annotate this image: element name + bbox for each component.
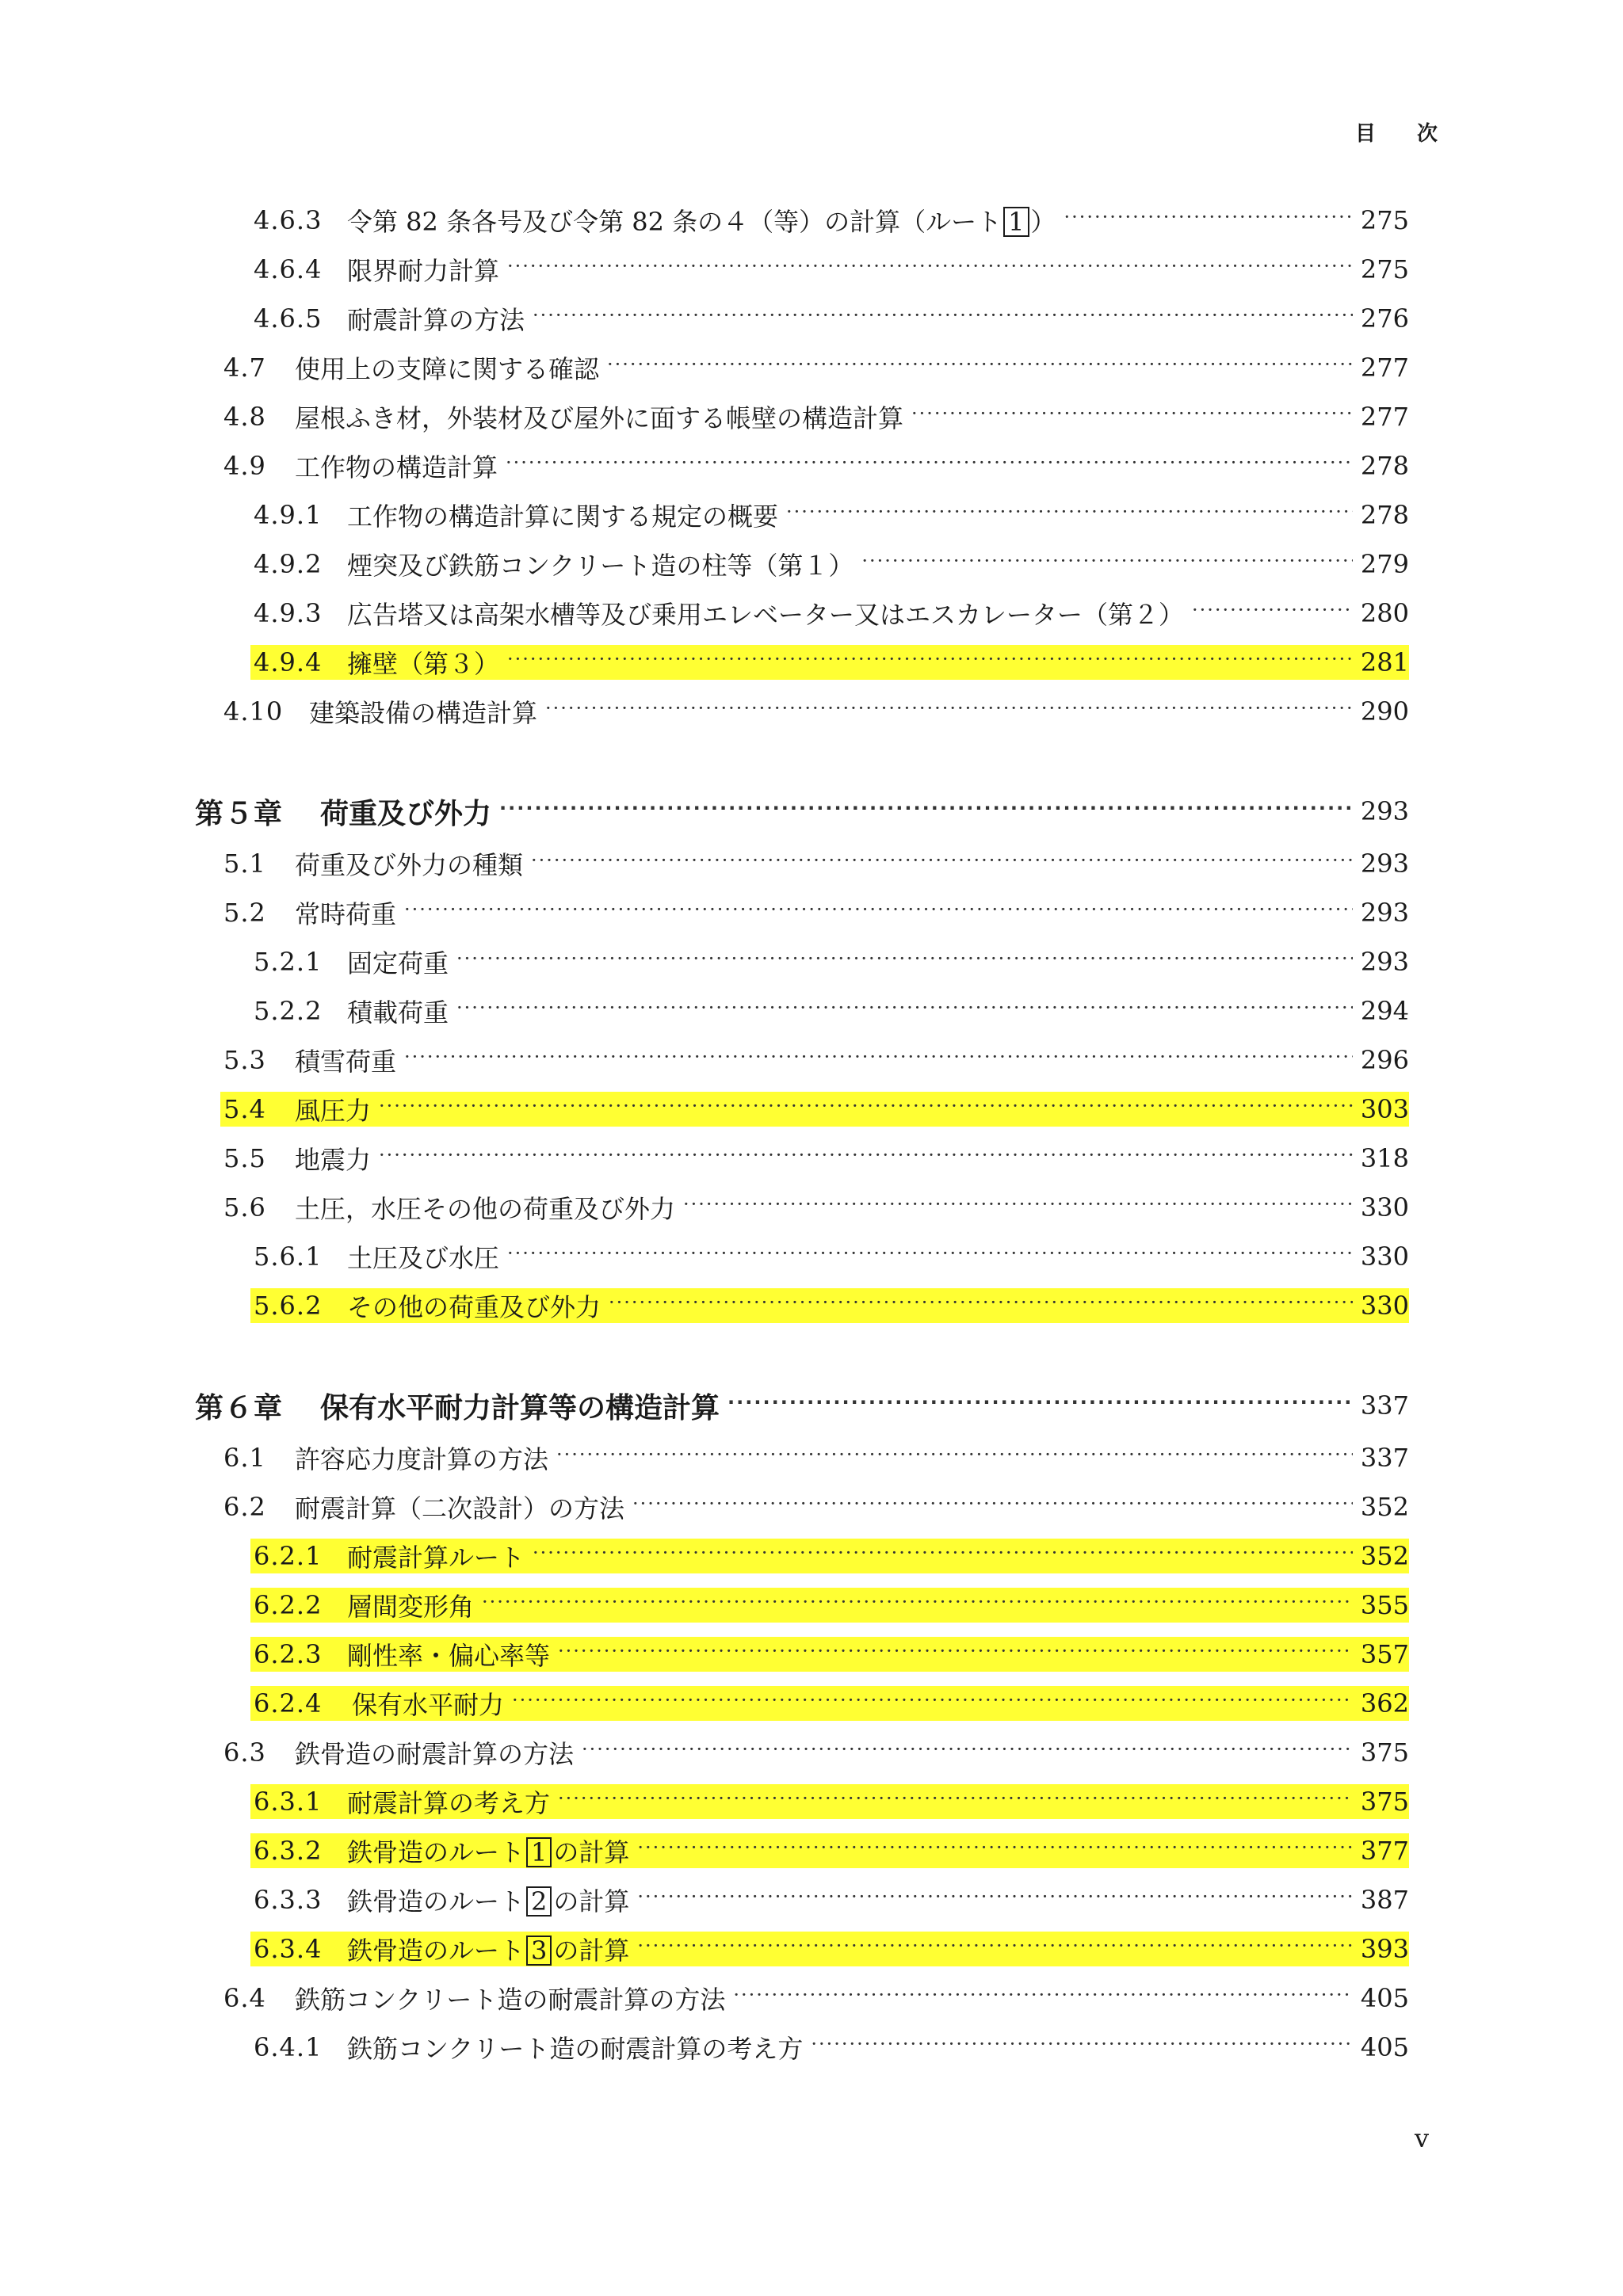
toc-entry[interactable] [223,1981,1409,2016]
section-number: 6.2.4 [254,1688,323,1718]
page-number: 330 [1360,1192,1409,1222]
leader-dots [558,1642,1353,1667]
leader-dots [637,1838,1353,1863]
leader-dots [637,1887,1353,1913]
toc-entry[interactable] [223,350,1409,385]
toc-entry[interactable] [223,846,1409,881]
chapter-heading[interactable] [195,1385,1409,1426]
section-number: 6.3.3 [254,1885,323,1915]
section-number: 5.5 [223,1143,266,1173]
leader-dots [1192,601,1353,626]
page-number: 280 [1360,598,1409,628]
section-title: 擁壁（第３） [347,649,500,679]
section-title: 鉄筋コンクリート造の耐震計算の方法 [295,1985,726,2015]
section-number: 6.3.2 [254,1836,323,1866]
section-number: 4.9 [223,451,266,481]
toc-entry-highlighted[interactable] [250,645,1409,680]
section-title: 耐震計算の方法 [347,305,525,335]
section-title: 工作物の構造計算に関する規定の概要 [347,502,779,532]
section-number: 5.4 [223,1094,266,1124]
section-number: 5.2.1 [254,947,323,977]
section-title: 煙突及び鉄筋コンクリート造の柱等（第１） [347,551,854,581]
toc-entry-highlighted[interactable] [250,1637,1409,1672]
section-number: 6.2.1 [254,1541,323,1571]
page-number: 377 [1360,1836,1409,1866]
page-number: 278 [1360,500,1409,530]
page-number: 318 [1360,1143,1409,1173]
section-title: 剛性率・偏心率等 [347,1641,551,1671]
toc-entry[interactable] [223,1043,1409,1077]
page-number: 352 [1360,1492,1409,1522]
section-title: 地震力 [295,1145,372,1175]
section-title: 常時荷重 [295,899,397,929]
toc-entry-highlighted[interactable] [250,1288,1409,1323]
toc-entry-highlighted[interactable] [250,1588,1409,1623]
toc-entry[interactable] [254,203,1409,238]
page-number: 293 [1360,947,1409,977]
leader-dots [727,1393,1353,1418]
section-number: 5.6 [223,1192,266,1222]
toc-entry[interactable] [254,596,1409,631]
section-title: 積雪荷重 [295,1047,397,1077]
section-number: 5.1 [223,849,266,879]
page-number: 279 [1360,549,1409,579]
leader-dots [733,1985,1353,2011]
toc-entry[interactable] [223,895,1409,930]
page-number: 357 [1360,1639,1409,1669]
leader-dots [637,1936,1353,1962]
leader-dots [861,551,1353,577]
section-number: 6.1 [223,1443,266,1473]
page-number: 375 [1360,1737,1409,1768]
toc-entry[interactable] [254,944,1409,979]
section-title: その他の荷重及び外力 [347,1292,601,1322]
page-folio: v [1415,2123,1430,2153]
toc-entry[interactable] [223,1489,1409,1524]
section-title: 耐震計算の考え方 [347,1788,551,1818]
page-number: 330 [1360,1291,1409,1321]
chapter-title: 保有水平耐力計算等の構造計算 [320,1391,720,1425]
section-number: 4.7 [223,353,266,383]
page-number: 275 [1360,205,1409,235]
leader-dots [456,949,1353,974]
section-number: 4.9.3 [254,598,323,628]
toc-entry[interactable] [254,547,1409,582]
page-number: 278 [1360,451,1409,481]
toc-entry-highlighted[interactable] [250,1932,1409,1966]
page-number: 337 [1360,1443,1409,1473]
section-title: 使用上の支障に関する確認 [295,354,600,384]
page-number: 375 [1360,1787,1409,1817]
leader-dots [632,1494,1353,1520]
toc-entry[interactable] [254,498,1409,532]
section-number: 4.10 [223,696,284,727]
page-number: 387 [1360,1885,1409,1915]
page-number: 281 [1360,647,1409,677]
section-title: 風圧力 [295,1096,372,1126]
section-number: 6.3 [223,1737,266,1768]
chapter-number: 第６章 [195,1391,284,1425]
section-number: 5.6.2 [254,1291,323,1321]
leader-dots [379,1097,1353,1122]
toc-entry[interactable] [223,399,1409,434]
page-number: 293 [1360,849,1409,879]
leader-dots [683,1195,1353,1220]
section-number: 4.6.5 [254,303,323,334]
route-number-box: 3 [526,1936,552,1966]
leader-dots [507,257,1353,282]
section-title: 限界耐力計算 [347,256,500,286]
leader-dots [811,2035,1353,2060]
page-number: 293 [1360,796,1409,826]
leader-dots [545,699,1353,724]
running-head-left: 目 [1355,122,1378,146]
leader-dots [786,502,1353,528]
toc-entry[interactable] [254,252,1409,287]
section-number: 4.9.4 [254,647,323,677]
toc-entry-highlighted[interactable] [250,1833,1409,1868]
section-title: 層間変形角 [347,1592,475,1622]
page-number: 303 [1360,1094,1409,1124]
toc-entry[interactable] [223,1190,1409,1225]
section-number: 6.2 [223,1492,266,1522]
leader-dots [379,1146,1353,1171]
page-number: 277 [1360,402,1409,432]
section-number: 6.2.3 [254,1639,323,1669]
leader-dots [911,404,1353,429]
page-number: 290 [1360,696,1409,727]
toc-entry[interactable] [254,301,1409,336]
section-number: 4.8 [223,402,266,432]
leader-dots [499,799,1353,824]
section-number: 5.6.1 [254,1241,323,1272]
page-number: 296 [1360,1045,1409,1075]
route-number-box: 1 [1003,207,1029,237]
section-title: 鉄骨造のルート 1 の計算 [347,1837,630,1867]
leader-dots [582,1740,1353,1765]
section-title: 荷重及び外力の種類 [295,850,524,880]
section-title: 鉄骨造の耐震計算の方法 [295,1739,575,1769]
section-title: 鉄筋コンクリート造の耐震計算の考え方 [347,2034,804,2064]
leader-dots [456,998,1353,1024]
section-number: 6.2.2 [254,1590,323,1620]
page-number: 294 [1360,996,1409,1026]
toc-entry[interactable] [254,1882,1409,1917]
section-title: 積載荷重 [347,997,449,1028]
leader-dots [558,1789,1353,1814]
leader-dots [482,1592,1353,1618]
page-number: 276 [1360,303,1409,334]
leader-dots [506,453,1353,479]
leader-dots [607,355,1353,380]
section-number: 5.3 [223,1045,266,1075]
section-number: 5.2.2 [254,996,323,1026]
page-number: 405 [1360,2032,1409,2062]
leader-dots [507,650,1353,675]
section-title: 広告塔又は高架水槽等及び乗用エレベーター又はエスカレーター（第２） [347,600,1185,630]
route-number-box: 2 [526,1886,552,1917]
chapter-title: 荷重及び外力 [320,797,492,830]
section-number: 6.4 [223,1983,266,2013]
page-number: 337 [1360,1390,1409,1421]
chapter-heading[interactable] [195,791,1409,832]
leader-dots [404,1047,1353,1073]
section-title: 許容応力度計算の方法 [295,1444,549,1474]
section-title: 土圧，水圧その他の荷重及び外力 [295,1194,676,1224]
toc-entry[interactable] [254,1239,1409,1274]
toc-entry[interactable] [223,448,1409,483]
page-number: 393 [1360,1934,1409,1964]
page-number: 405 [1360,1983,1409,2013]
toc-entry[interactable] [254,2030,1409,2065]
section-number: 4.9.1 [254,500,323,530]
page-number: 293 [1360,898,1409,928]
section-number: 4.9.2 [254,549,323,579]
section-title: 耐震計算（二次設計）の方法 [295,1493,625,1524]
section-number: 6.3.1 [254,1787,323,1817]
section-number: 4.6.4 [254,254,323,284]
toc-entry-highlighted[interactable] [220,1092,1409,1127]
toc-entry[interactable] [254,994,1409,1028]
section-title: 鉄骨造のルート 2 の計算 [347,1886,630,1917]
leader-dots [512,1691,1353,1716]
toc-entry-highlighted[interactable] [250,1686,1409,1721]
leader-dots [609,1293,1353,1318]
leader-dots [556,1445,1353,1470]
section-title: 令第 82 条各号及び令第 82 条の４（等）の計算（ルート 1 ） [347,207,1056,237]
section-number: 5.2 [223,898,266,928]
leader-dots [533,1543,1353,1569]
page-number: 277 [1360,353,1409,383]
leader-dots [531,851,1353,876]
section-number: 6.3.4 [254,1934,323,1964]
running-head [1355,117,1439,147]
page-number: 330 [1360,1241,1409,1272]
chapter-number: 第５章 [195,797,284,830]
page-number: 362 [1360,1688,1409,1718]
page-number: 355 [1360,1590,1409,1620]
toc-entry[interactable] [223,1440,1409,1475]
section-title: 屋根ふき材，外装材及び屋外に面する帳壁の構造計算 [295,403,904,433]
page-number: 275 [1360,254,1409,284]
toc-entry[interactable] [223,1735,1409,1770]
section-title: 土圧及び水圧 [347,1243,500,1273]
section-title: 鉄骨造のルート 3 の計算 [347,1936,630,1966]
section-title: 保有水平耐力 [352,1690,505,1720]
leader-dots [533,306,1353,331]
running-head-right: 次 [1417,122,1440,146]
toc-entry[interactable] [223,1141,1409,1176]
section-number: 6.4.1 [254,2032,323,2062]
leader-dots [507,1244,1353,1269]
leader-dots [1064,208,1353,233]
section-title: 固定荷重 [347,948,449,978]
toc-entry-highlighted[interactable] [250,1539,1409,1573]
page-number: 352 [1360,1541,1409,1571]
section-number: 4.6.3 [254,205,323,235]
toc-entry[interactable] [223,694,1409,729]
section-title: 建築設備の構造計算 [309,698,538,728]
leader-dots [404,900,1353,925]
section-title: 工作物の構造計算 [295,452,498,482]
section-title: 耐震計算ルート [347,1543,525,1573]
toc-entry-highlighted[interactable] [250,1784,1409,1819]
route-number-box: 1 [526,1837,552,1867]
